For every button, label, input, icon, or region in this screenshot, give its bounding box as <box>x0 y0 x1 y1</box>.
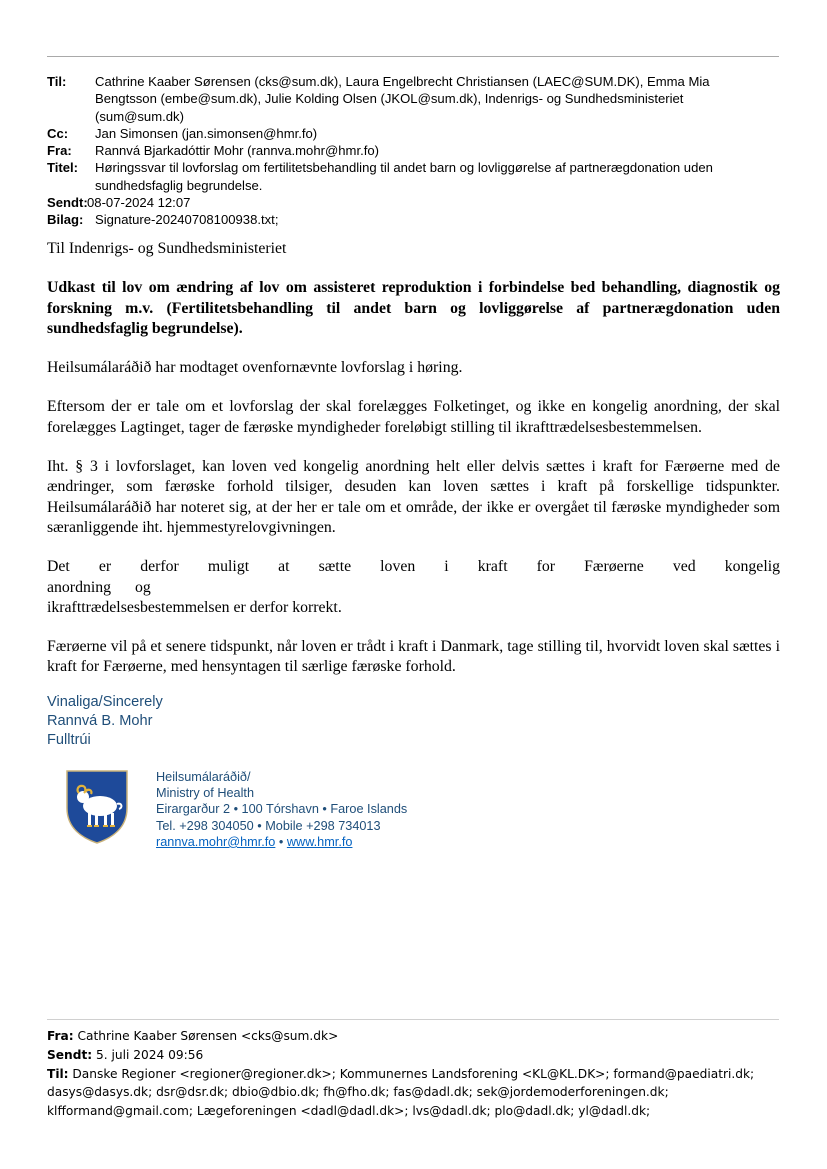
email-link[interactable]: rannva.mohr@hmr.fo <box>156 834 276 849</box>
attachment-label: Bilag: <box>47 212 84 228</box>
forwarded-message-header <box>47 1027 787 1121</box>
title-label: Titel: <box>47 160 79 176</box>
forwarded-sent-row <box>47 1046 787 1065</box>
forwarded-to-line-2: dasys@dasys.dk; dsr@dsr.dk; dbio@dbio.dk; fh@fho.dk; fas@dadl.dk; sek@jordemoderforeningen.dk; <box>47 1085 669 1100</box>
subject-heading: Udkast til lov om ændring af lov om assisteret reproduktion i forbindelse bed behandling, diagnostik og forskning m.v. (Fertilitetsbehandling til andet barn og lovliggørelse af partnerægdonation uden sundhedsfaglig begrundelse). <box>47 279 780 337</box>
contact-links <box>156 834 407 850</box>
title-row <box>47 159 782 194</box>
greeting: Til Indenrigs- og Sundhedsministeriet <box>47 240 287 257</box>
forwarded-from-label: Fra: <box>47 1029 74 1043</box>
to-row <box>47 73 782 125</box>
signature-contact-block <box>156 769 407 850</box>
forward-divider <box>47 1019 779 1020</box>
header-divider <box>47 56 779 57</box>
paragraph-5: Færøerne vil på et senere tidspunkt, når loven er trådt i kraft i Danmark, tage stilling til, hvorvidt loven skal sættes i kraft for Færøerne, med hensyntagen til særlige færøske forhold. <box>47 638 780 676</box>
closing: Vinaliga/Sincerely <box>47 694 163 710</box>
forwarded-to-label: Til: <box>47 1066 69 1081</box>
sent-label: Sendt: <box>47 195 88 211</box>
paragraph-3: Iht. § 3 i lovforslaget, kan loven ved kongelig anordning helt eller delvis sættes i kraft for Færøerne med de ændringer, som færøske forhold tilsiger, desuden kan loven sættes i kraft på forskellige tidspunkter. Heilsumálaráðið har noteret sig, at der her er tale om et område, der ikke er overgået til færøske myndigheder som særanliggende iht. hjemmestyrelovgivningen. <box>47 458 780 536</box>
forwarded-sent-value: 5. juli 2024 09:56 <box>92 1047 204 1062</box>
from-row <box>47 142 782 159</box>
title-line-2: sundhedsfaglig begrundelse. <box>95 177 263 193</box>
cc-label: Cc: <box>47 125 69 141</box>
to-line-3: (sum@sum.dk) <box>95 108 184 124</box>
forwarded-from-row <box>47 1027 787 1046</box>
email-header <box>47 73 782 229</box>
title-line-1: Høringssvar til lovforslag om fertilitetsbehandling til andet barn og lovliggørelse af partnerægdonation uden <box>95 160 713 176</box>
sent-row <box>47 194 782 211</box>
faroe-coat-of-arms-icon <box>64 768 130 844</box>
website-link[interactable]: www.hmr.fo <box>286 834 353 849</box>
signer-role: Fulltrúi <box>47 732 91 748</box>
signature <box>47 693 163 750</box>
paragraph-4 <box>47 557 780 618</box>
paragraph-4-line-1: Det er derfor muligt at sætte loven i kraft for Færøerne ved kongelig anordning og <box>47 558 780 596</box>
cc-row <box>47 125 782 142</box>
letter-body <box>47 239 780 697</box>
sent-value: 08-07-2024 12:07 <box>87 195 191 211</box>
to-line-2: Bengtsson (embe@sum.dk), Julie Kolding Olsen (JKOL@sum.dk), Indenrigs- og Sundhedsministeriet <box>95 91 684 107</box>
from-label: Fra: <box>47 143 72 159</box>
attachment-value[interactable]: Signature-20240708100938.txt; <box>95 212 279 228</box>
from-value: Rannvá Bjarkadóttir Mohr (rannva.mohr@hmr.fo) <box>95 143 380 159</box>
paragraph-2: Eftersom der er tale om et lovforslag der skal forelægges Folketinget, og ikke en kongelig anordning, der skal forelægges Lagtinget, tager de færøske myndigheder foreløbigt stilling til ikrafttrædelsesbestemmelsen. <box>47 398 780 436</box>
forwarded-sent-label: Sendt: <box>47 1047 93 1062</box>
forwarded-to-line-1: Danske Regioner <regioner@regioner.dk>; Kommunernes Landsforening <KL@KL.DK>; formand@paediatri.dk; <box>68 1066 755 1081</box>
forwarded-from-value: Cathrine Kaaber Sørensen <cks@sum.dk> <box>73 1029 339 1043</box>
phone-numbers: Tel. +298 304050 • Mobile +298 734013 <box>156 818 381 833</box>
forwarded-to-line-3: klfformand@gmail.com; Lægeforeningen <dadl@dadl.dk>; lvs@dadl.dk; plo@dadl.dk; yl@dadl.dk; <box>47 1104 651 1119</box>
postal-address: Eirargarður 2 • 100 Tórshavn • Faroe Islands <box>156 802 408 817</box>
paragraph-1: Heilsumálaráðið har modtaget ovenfornævnte lovforslag i høring. <box>47 359 463 377</box>
organization-name: Heilsumálaráðið/ <box>156 770 251 784</box>
cc-value: Jan Simonsen (jan.simonsen@hmr.fo) <box>95 125 318 141</box>
link-separator: • <box>275 834 287 849</box>
signer-name: Rannvá B. Mohr <box>47 713 153 729</box>
forwarded-to-row <box>47 1065 787 1084</box>
organization-name-english: Ministry of Health <box>156 786 255 801</box>
to-line-1: Cathrine Kaaber Sørensen (cks@sum.dk), Laura Engelbrecht Christiansen (LAEC@SUM.DK), Emma Mia <box>95 74 710 89</box>
attachment-row <box>47 211 782 228</box>
title-value <box>95 159 782 194</box>
paragraph-4-line-2: ikrafttrædelsesbestemmelsen er derfor korrekt. <box>47 598 342 616</box>
to-label: Til: <box>47 74 67 89</box>
to-recipients <box>95 73 782 125</box>
